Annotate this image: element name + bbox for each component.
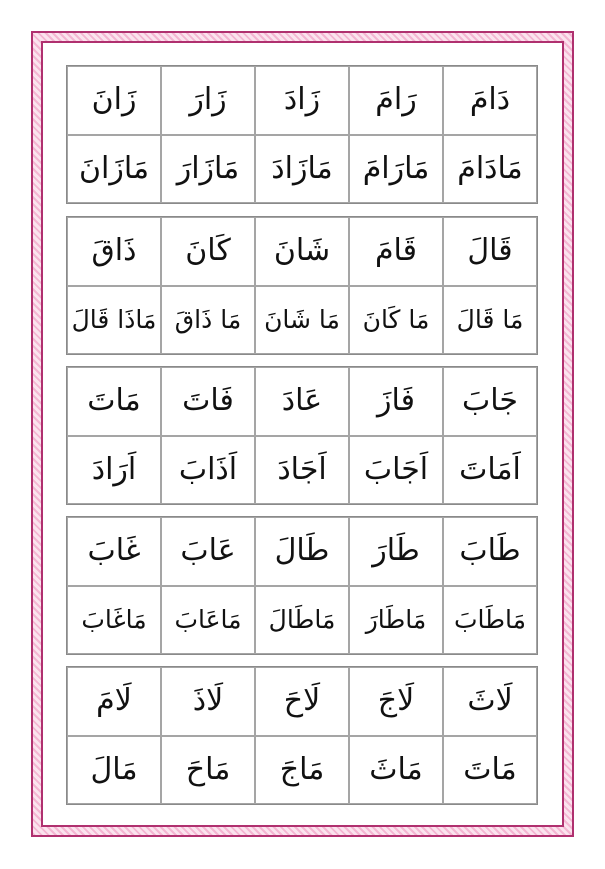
word-cell: مَادَامَ: [443, 135, 537, 204]
worksheet-page: [44, 44, 561, 824]
word-cell: مَاحَ: [161, 736, 255, 805]
word-cell: طَارَ: [349, 517, 443, 586]
word-cell: دَامَ: [443, 66, 537, 135]
word-cell: مَاطَابَ: [443, 586, 537, 655]
word-cell: فَاتَ: [161, 367, 255, 436]
word-cell: طَابَ: [443, 517, 537, 586]
word-cell: قَالَ: [443, 217, 537, 286]
word-cell: جَابَ: [443, 367, 537, 436]
word-cell: مَارَامَ: [349, 135, 443, 204]
word-cell: مَازَادَ: [255, 135, 349, 204]
word-cell: مَاطَالَ: [255, 586, 349, 655]
word-cell: مَاذَا قَالَ: [67, 286, 161, 355]
word-cell: اَجَابَ: [349, 436, 443, 505]
word-cell: مَازَانَ: [67, 135, 161, 204]
word-cell: اَرَادَ: [67, 436, 161, 505]
word-cell: مَا ذَاقَ: [161, 286, 255, 355]
word-table-2: [66, 216, 538, 355]
word-cell: لَامَ: [67, 667, 161, 736]
word-cell: مَاثَ: [349, 736, 443, 805]
word-cell: مَا شَانَ: [255, 286, 349, 355]
word-cell: اَمَاتَ: [443, 436, 537, 505]
word-cell: مَا كَانَ: [349, 286, 443, 355]
word-cell: لَاجَ: [349, 667, 443, 736]
word-cell: كَانَ: [161, 217, 255, 286]
word-cell: مَالَ: [67, 736, 161, 805]
word-cell: قَامَ: [349, 217, 443, 286]
word-cell: مَاغَابَ: [67, 586, 161, 655]
word-cell: مَازَارَ: [161, 135, 255, 204]
word-cell: غَابَ: [67, 517, 161, 586]
word-cell: مَاطَارَ: [349, 586, 443, 655]
word-cell: عَادَ: [255, 367, 349, 436]
word-cell: مَا قَالَ: [443, 286, 537, 355]
word-cell: زَارَ: [161, 66, 255, 135]
word-table-1: [66, 65, 538, 204]
word-cell: عَابَ: [161, 517, 255, 586]
word-cell: مَاعَابَ: [161, 586, 255, 655]
word-cell: اَذَابَ: [161, 436, 255, 505]
word-table-3: [66, 366, 538, 505]
word-cell: لَاذَ: [161, 667, 255, 736]
word-table-5: [66, 666, 538, 805]
word-cell: لَاثَ: [443, 667, 537, 736]
word-cell: زَادَ: [255, 66, 349, 135]
word-cell: رَامَ: [349, 66, 443, 135]
word-cell: طَالَ: [255, 517, 349, 586]
word-cell: اَجَادَ: [255, 436, 349, 505]
word-cell: فَازَ: [349, 367, 443, 436]
word-table-4: [66, 516, 538, 655]
word-cell: زَانَ: [67, 66, 161, 135]
word-cell: شَانَ: [255, 217, 349, 286]
word-cell: ذَاقَ: [67, 217, 161, 286]
word-cell: مَاتَ: [443, 736, 537, 805]
word-cell: مَاتَ: [67, 367, 161, 436]
word-cell: لَاحَ: [255, 667, 349, 736]
word-cell: مَاجَ: [255, 736, 349, 805]
